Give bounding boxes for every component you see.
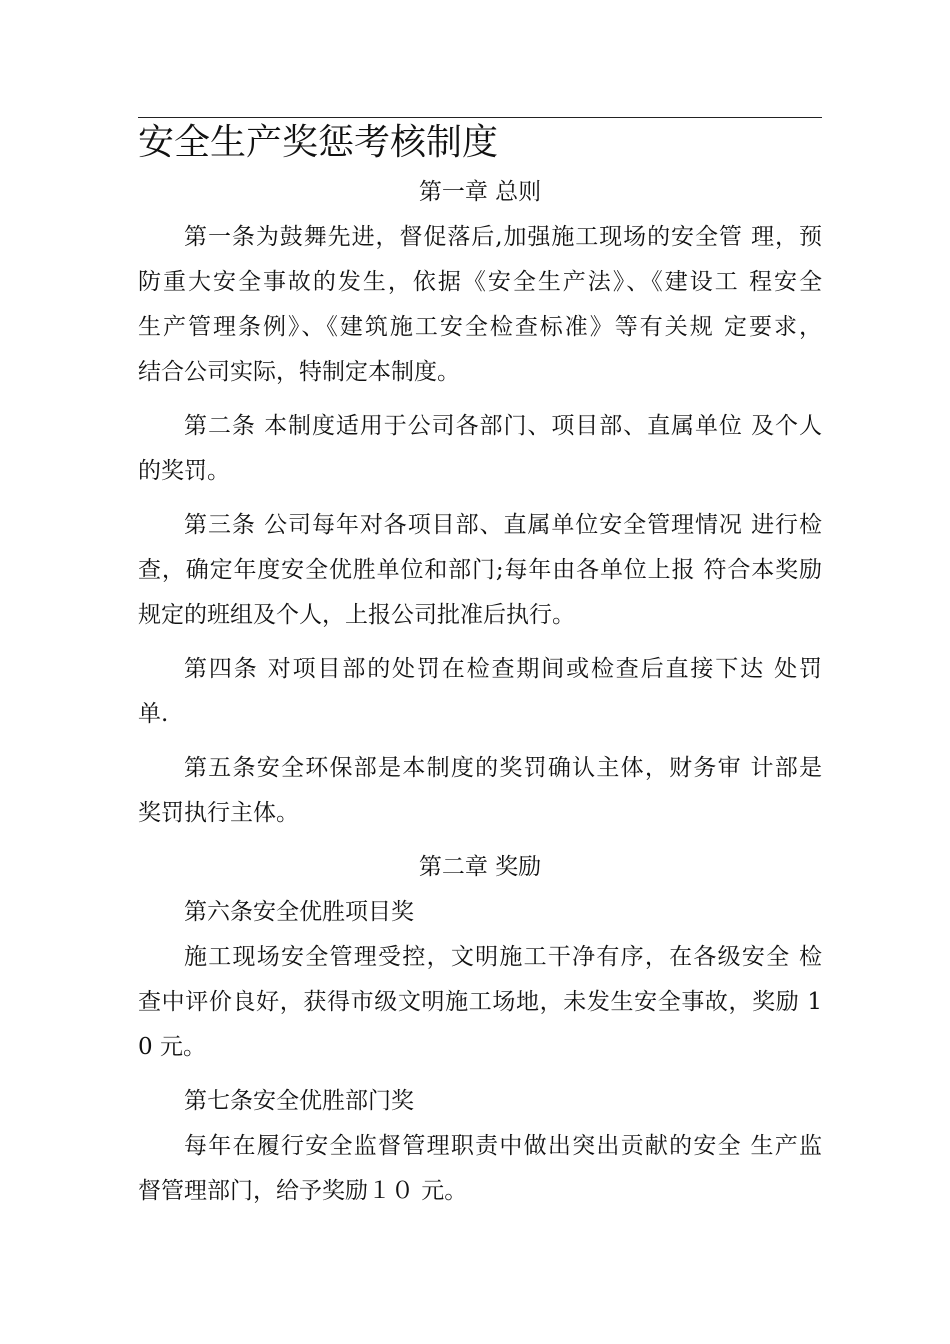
article-4 (138, 647, 822, 737)
article-6-line: 0 元。 (138, 1034, 206, 1060)
article-3 (138, 503, 822, 638)
article-3-line: 查，确定年度安全优胜单位和部门;每年由各单位上报 符合本奖励 (138, 557, 822, 583)
chapter-heading-2: 第二章 奖励 (418, 854, 542, 880)
article-2 (138, 404, 822, 494)
article-2-line: 的奖罚。 (138, 458, 230, 484)
article-6 (138, 890, 822, 1070)
article-4-line: 单. (138, 701, 169, 727)
article-5-line: 第五条安全环保部是本制度的奖罚确认主体，财务审 计部是 (184, 755, 822, 781)
article-5-line: 奖罚执行主体。 (138, 800, 299, 826)
article-6-line: 查中评价良好，获得市级文明施工场地，未发生安全事故，奖励 1 (138, 989, 822, 1015)
chapter-heading-1: 第一章 总则 (418, 179, 542, 205)
article-1-line: 第一条为鼓舞先进，督促落后,加强施工现场的安全管 理，预 (184, 224, 822, 250)
article-1-line: 防重大安全事故的发生，依据《安全生产法》、《建设工 程安全 (138, 269, 822, 295)
article-1-line: 结合公司实际，特制定本制度。 (138, 359, 460, 385)
article-3-line: 规定的班组及个人，上报公司批准后执行。 (138, 602, 575, 628)
article-1-line: 生产管理条例》、《建筑施工安全检查标准》等有关规 定要求， (138, 314, 822, 340)
article-4-line: 第四条 对项目部的处罚在检查期间或检查后直接下达 处罚 (184, 656, 822, 682)
article-6-heading: 第六条安全优胜项目奖 (184, 899, 414, 925)
article-5 (138, 746, 822, 836)
document-title: 安全生产奖惩考核制度 (138, 122, 499, 163)
article-2-line: 第二条 本制度适用于公司各部门、项目部、直属单位 及个人 (184, 413, 822, 439)
article-7-heading: 第七条安全优胜部门奖 (184, 1088, 414, 1114)
article-7-line: 每年在履行安全监督管理职责中做出突出贡献的安全 生产监 (184, 1133, 822, 1159)
article-7-line: 督管理部门，给予奖励１０ 元。 (138, 1178, 468, 1204)
article-1 (138, 215, 822, 395)
article-6-line: 施工现场安全管理受控，文明施工干净有序，在各级安全 检 (184, 944, 822, 970)
document-body (138, 170, 822, 1223)
header-rule (138, 117, 822, 118)
document-page (138, 0, 822, 1344)
article-3-line: 第三条 公司每年对各项目部、直属单位安全管理情况 进行检 (184, 512, 822, 538)
article-7 (138, 1079, 822, 1214)
